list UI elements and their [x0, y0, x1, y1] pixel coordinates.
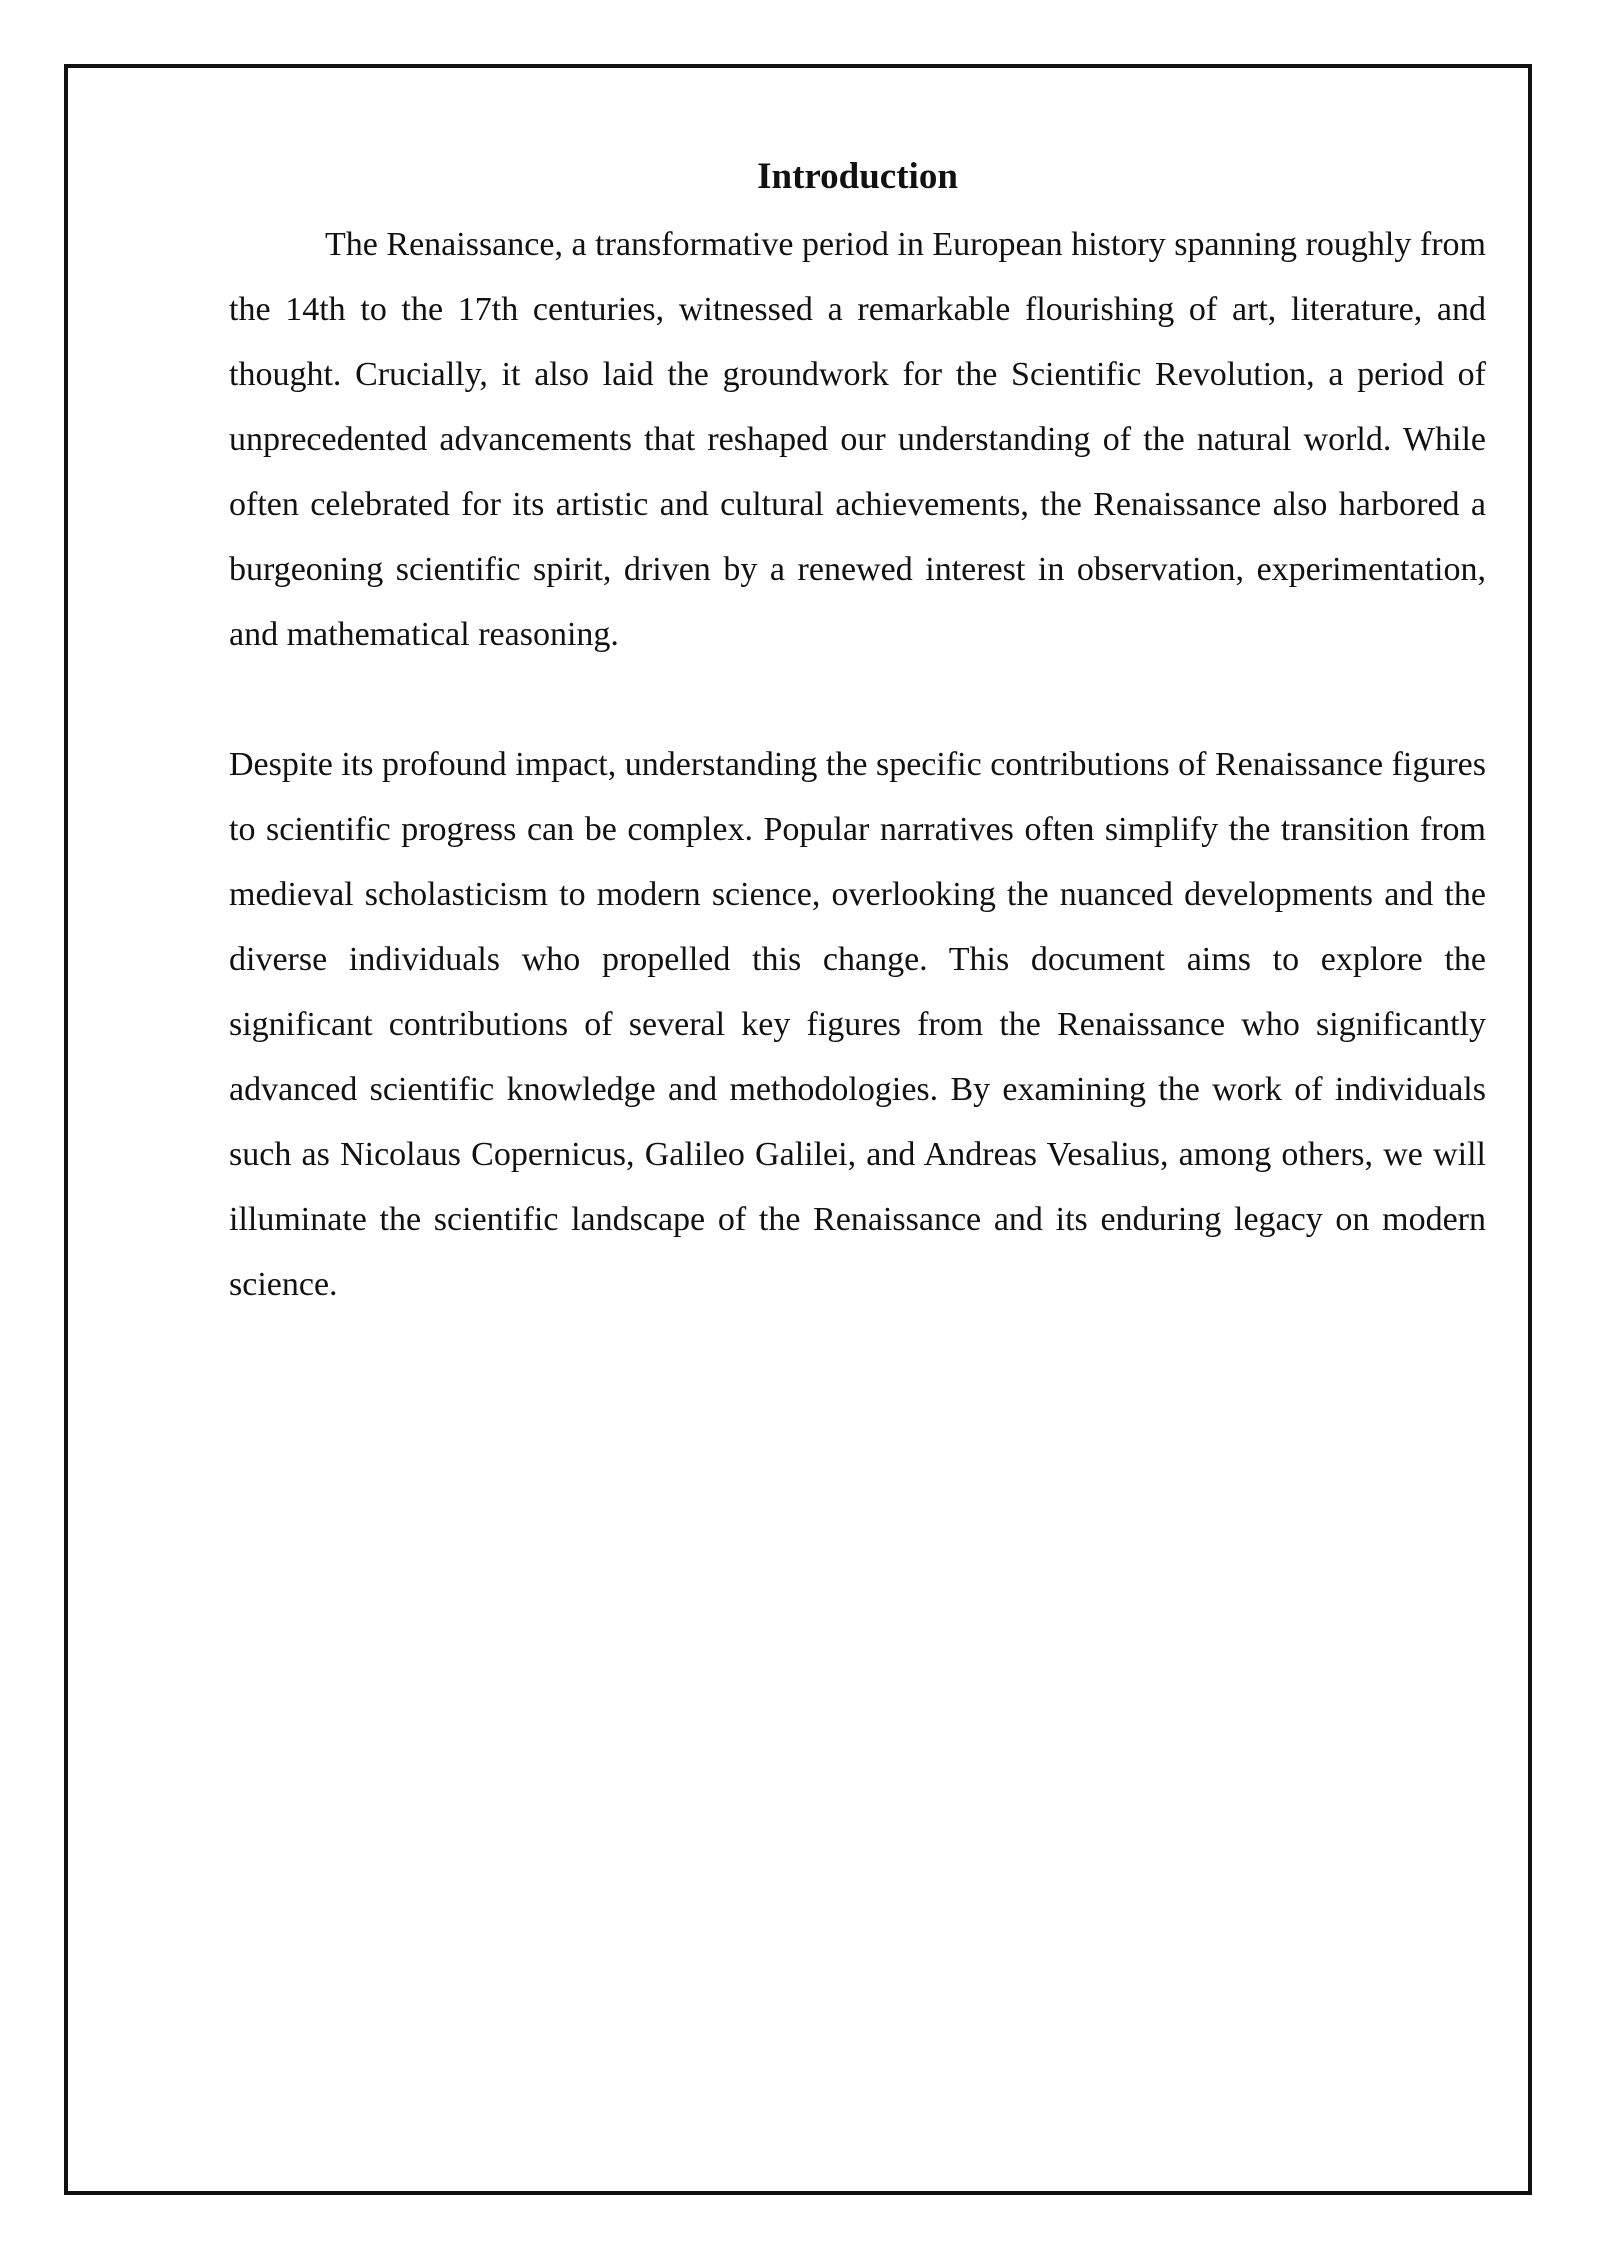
- paragraph-intro: The Renaissance, a transformative period in European history spanning roughly from the 14th to the 17th centuries, witnessed a remarkable flourishing of art, literature, and thought. Crucially, it also laid the groundwork for the Scientific Revolution, a period of unprecedented advancements that reshaped our understanding of the natural world. While often celebrated for its artistic and cultural achievements, the Renaissance also harbored a burgeoning scientific spirit, driven by a renewed interest in observation, experimentation, and mathematical reasoning.: [229, 226, 1486, 653]
- paragraph-contributions: Despite its profound impact, understanding the specific contributions of Renaissance figures to scientific progress can be complex. Popular narratives often simplify the transition from medieval scholasticism to modern science, overlooking the nuanced developments and the diverse individuals who propelled this change. This document aims to explore the significant contributions of several key figures from the Renaissance who significantly advanced scientific knowledge and methodologies. By examining the work of individuals such as Nicolaus Copernicus, Galileo Galilei, and Andreas Vesalius, among others, we will illuminate the scientific landscape of the Renaissance and its enduring legacy on modern science.: [229, 746, 1486, 1303]
- document-body: [229, 142, 1486, 1317]
- document-title: Introduction: [757, 156, 958, 197]
